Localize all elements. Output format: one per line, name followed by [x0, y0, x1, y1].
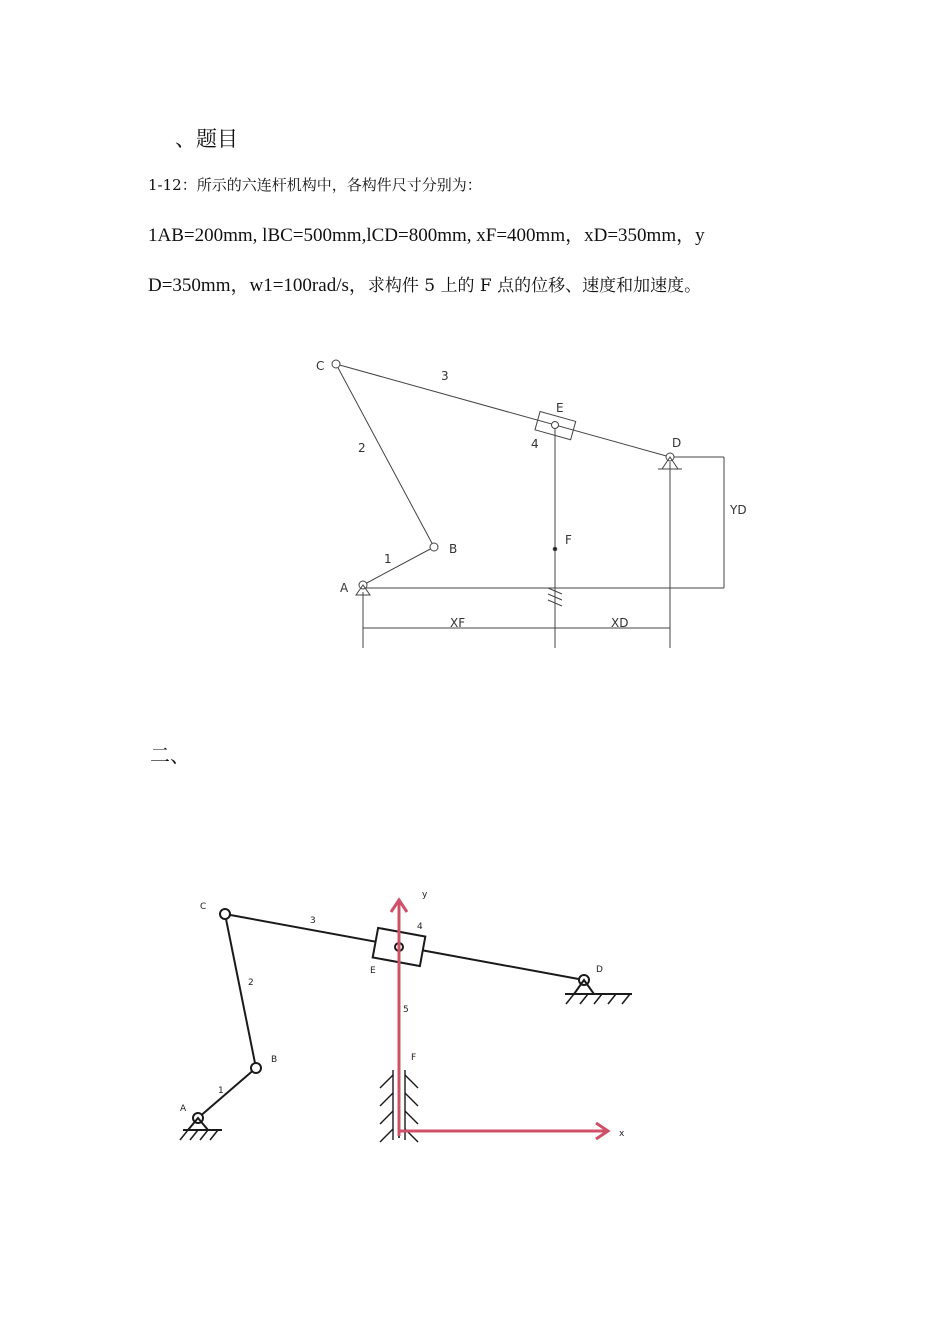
label-e-2: E: [370, 966, 376, 976]
label-link3: 3: [441, 369, 449, 383]
label-d: D: [672, 436, 682, 450]
label-e: E: [556, 401, 564, 415]
label-link1-2: 1: [218, 1086, 224, 1096]
label-link4: 4: [531, 437, 539, 451]
label-f: F: [565, 533, 572, 547]
label-xd: XD: [611, 616, 629, 630]
link-ab: [363, 547, 434, 585]
question-intro: 1-12：所示的六连杆机构中，各构件尺寸分别为：: [148, 176, 482, 194]
joint-c-2: [220, 909, 230, 919]
label-link5-2: 5: [403, 1005, 409, 1015]
parameters-line: 1AB=200mm, lBC=500mm,lCD=800mm, xF=400mm，xD=350mm，y: [148, 225, 705, 246]
label-y: y: [422, 890, 428, 900]
guide-hatch-1: [548, 588, 562, 606]
link-bc: [336, 364, 434, 547]
task-statement: 求构件 5 上的 F 点的位移、速度和加速度。: [367, 276, 702, 296]
label-c-2: C: [200, 902, 207, 912]
label-b-2: B: [271, 1055, 278, 1065]
section2-heading: 二、: [150, 743, 190, 767]
guide-hatch-left: [380, 1075, 393, 1142]
label-f-2: F: [411, 1053, 417, 1063]
label-b: B: [449, 542, 458, 556]
label-link1: 1: [384, 552, 392, 566]
mechanism-diagram-1: [332, 360, 724, 648]
joint-c: [332, 360, 340, 368]
point-f: [553, 547, 557, 551]
pivot-d-hatch-2: [566, 994, 630, 1004]
link-cd: [336, 364, 670, 457]
mechanism-diagram-2: [180, 909, 632, 1142]
pivot-a-hatch-2: [180, 1130, 218, 1140]
link-bc-2: [225, 914, 256, 1068]
label-link2-2: 2: [248, 978, 254, 988]
parameters-values: D=350mm，w1=100rad/s，: [148, 275, 368, 296]
label-a-2: A: [180, 1104, 187, 1114]
label-xf: XF: [450, 616, 466, 630]
label-d-2: D: [596, 965, 603, 975]
joint-b-2: [251, 1063, 261, 1073]
label-link3-2: 3: [310, 916, 316, 926]
label-yd: YD: [730, 503, 747, 517]
joint-b: [430, 543, 438, 551]
label-a: A: [340, 581, 349, 595]
section1-heading: 、题目: [175, 127, 238, 151]
link-ab-2: [198, 1068, 256, 1118]
label-c: C: [316, 359, 325, 373]
label-x: x: [619, 1129, 625, 1139]
joint-e: [552, 422, 559, 429]
label-link2: 2: [358, 441, 366, 455]
label-link4-2: 4: [417, 922, 423, 932]
